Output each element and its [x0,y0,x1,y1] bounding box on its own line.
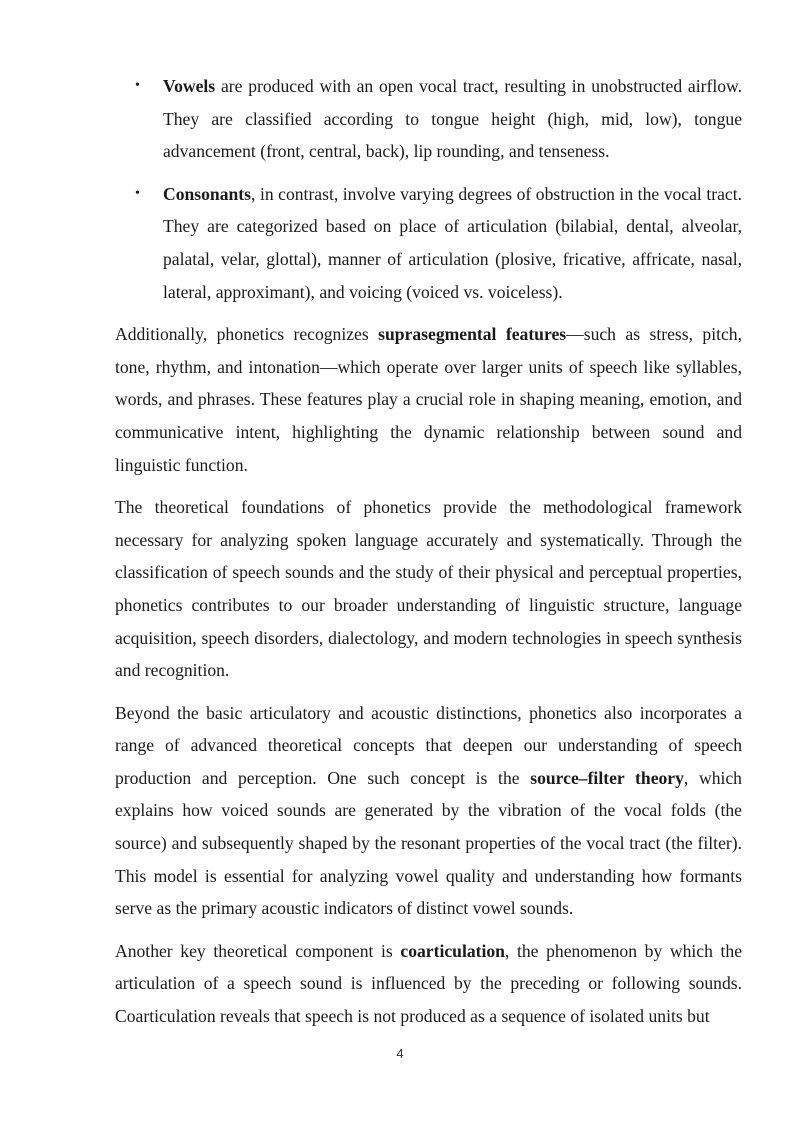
key-term: source–filter theory [530,767,684,788]
paragraph-text: —such as stress, pitch, tone, rhythm, and intonation—which operate over larger units of speech like syllables, words, and phrases. These features play a crucial role in shaping meaning, emotion, and communicative intent, highlighting the dynamic relationship between sound and linguistic function. [115,324,742,475]
page-number: 4 [396,1046,404,1061]
paragraph-text: , which explains how voiced sounds are generated by the vibration of the vocal folds (the source) and subsequently shaped by the resonant properties of the vocal tract (the filter). This model is essential for analyzing vowel quality and understanding how formants serve as the primary acoustic indicators of distinct vowel sounds. [115,767,742,919]
document-page [115,70,742,1043]
bullet-item-consonants [115,178,742,308]
key-term: coarticulation [400,940,505,961]
bullet-icon: • [135,185,140,201]
bullet-text: are produced with an open vocal tract, resulting in unobstructed airflow. They are classified according to tongue height (high, mid, low), tongue advancement (front, central, back), lip rounding, and tenseness. [163,76,742,162]
paragraph-foundations [115,491,742,687]
bullet-text: , in contrast, involve varying degrees of obstruction in the vocal tract. They are categorized based on place of articulation (bilabial, dental, alveolar, palatal, velar, glottal), manner of articulation (plosive, fricative, affricate, nasal, lateral, approximant), and voicing (voiced vs. voiceless). [163,183,742,302]
key-term: suprasegmental features [378,324,567,345]
paragraph-text: , the phenomenon by which the articulation of a speech sound is influenced by the preceding or following sounds. Coarticulation reveals that speech is not produced as a sequence of isolated units but [115,940,742,1027]
paragraph-text: Beyond the basic articulatory and acoustic distinctions, phonetics also incorporates a range of advanced theoretical concepts that deepen our understanding of speech production and perception. One such concept is the [115,702,742,788]
paragraph-text: The theoretical foundations of phonetics provide the methodological framework necessary for analyzing spoken language accurately and systematically. Through the classification of speech sounds and the study of their physical and perceptual properties, phonetics contributes to our broader understanding of linguistic structure, language acquisition, speech disorders, dialectology, and modern technologies in speech synthesis and recognition. [115,497,742,681]
bullet-item-vowels [115,70,742,168]
bullet-term: Vowels [163,76,216,96]
paragraph-suprasegmental [115,318,742,481]
bullet-icon: • [135,78,140,93]
bullet-term: Consonants [163,183,252,204]
paragraph-text: Additionally, phonetics recognizes [115,324,379,345]
paragraph-source-filter [115,697,742,925]
bullet-list [115,70,742,308]
paragraph-coarticulation [115,935,742,1033]
paragraph-text: Another key theoretical component is [115,940,401,961]
